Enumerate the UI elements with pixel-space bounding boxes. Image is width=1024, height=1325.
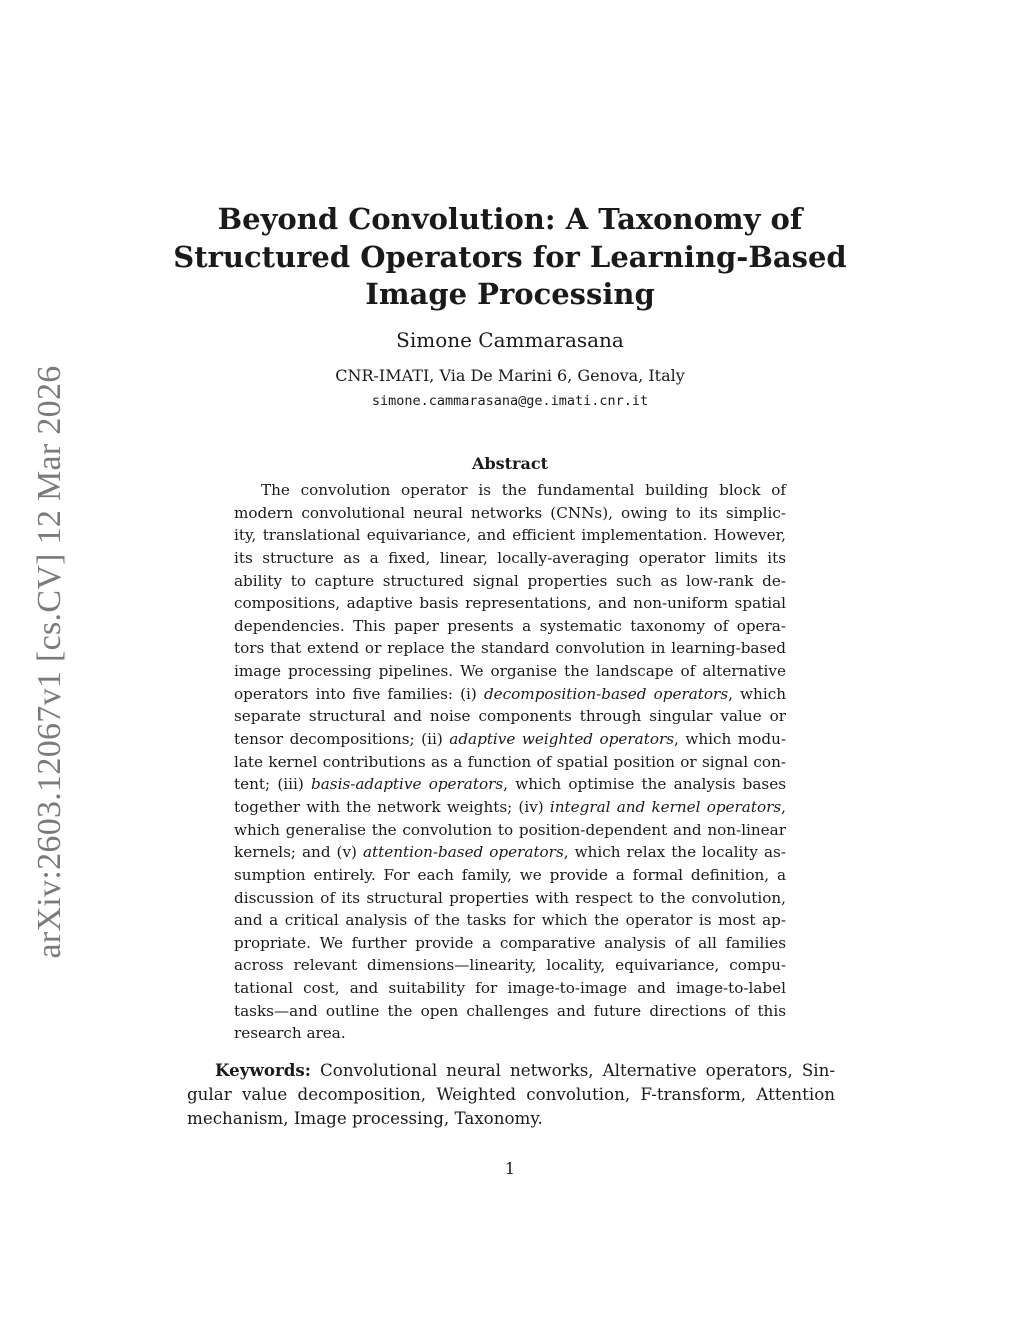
keywords-line (187, 1058, 835, 1082)
abstract-emphasis: attention-based operators (362, 843, 564, 862)
abstract-line (234, 773, 786, 796)
abstract-line: ity, translational equivariance, and efficient implementation. However, (234, 526, 786, 545)
abstract-line: separate structural and noise components through singular value or (234, 707, 786, 726)
abstract-text: operators into five families: (i) (234, 684, 484, 703)
abstract-line: which generalise the convolution to position-dependent and non-linear (234, 820, 786, 839)
abstract-line: research area. (234, 1024, 346, 1043)
abstract-emphasis: adaptive weighted operators (449, 730, 675, 749)
abstract-line: modern convolutional neural networks (CNNs), owing to its simplic- (234, 503, 786, 522)
abstract-line: tors that extend or replace the standard convolution in learning-based (234, 639, 786, 658)
author-name: Simone Cammarasana (396, 328, 624, 352)
abstract-text: together with the network weights; (iv) (234, 797, 550, 816)
abstract-text: tent; (iii) (234, 775, 312, 794)
abstract-line: its structure as a fixed, linear, locally-averaging operator limits its (234, 548, 786, 567)
abstract-line: dependencies. This paper presents a systematic taxonomy of opera- (234, 616, 786, 635)
abstract-line: late kernel contributions as a function of spatial position or signal con- (234, 752, 786, 771)
abstract-text: , which relax the locality as- (563, 843, 786, 862)
abstract-emphasis: basis-adaptive operators (311, 775, 504, 794)
abstract-line (234, 796, 786, 819)
abstract-line: tational cost, and suitability for image-to-image and image-to-label (234, 979, 786, 998)
author-email: simone.cammarasana@ge.imati.cnr.it (371, 393, 649, 409)
abstract-line: propriate. We further provide a comparative analysis of all families (234, 933, 786, 952)
abstract-line: across relevant dimensions—linearity, locality, equivariance, compu- (234, 956, 786, 975)
keywords-section (187, 1058, 835, 1130)
abstract-heading: Abstract (472, 454, 548, 473)
abstract-line (234, 683, 786, 706)
title-line: Beyond Convolution: A Taxonomy of (217, 202, 803, 236)
abstract-text: , (781, 797, 786, 816)
abstract-line: compositions, adaptive basis representations, and non-uniform spatial (234, 594, 786, 613)
keywords-line: mechanism, Image processing, Taxonomy. (187, 1108, 543, 1128)
page-number: 1 (504, 1159, 516, 1178)
abstract-line: discussion of its structural properties with respect to the convolution, (234, 888, 786, 907)
keywords-text: Convolutional neural networks, Alternative operators, Sin- (310, 1060, 835, 1080)
abstract-emphasis: integral and kernel operators (549, 797, 782, 816)
title-line: Structured Operators for Learning-Based (173, 239, 847, 274)
keywords-line: gular value decomposition, Weighted convolution, F-transform, Attention (187, 1084, 835, 1104)
title-line: Image Processing (365, 277, 655, 311)
keywords-label: Keywords: (215, 1060, 311, 1080)
abstract-text: , which (728, 684, 786, 703)
abstract-line: and a critical analysis of the tasks for which the operator is most ap- (234, 911, 786, 930)
abstract-text: , which modu- (674, 730, 786, 749)
arxiv-identifier-text: arXiv:2603.12067v1 [cs.CV] 12 Mar 2026 (31, 365, 68, 959)
abstract-line: The convolution operator is the fundamental building block of (261, 481, 786, 499)
abstract-body (234, 479, 786, 1045)
author-affiliation: CNR-IMATI, Via De Marini 6, Genova, Italy (335, 366, 685, 385)
abstract-text: tensor decompositions; (ii) (234, 730, 450, 749)
abstract-line: image processing pipelines. We organise the landscape of alternative (234, 662, 786, 681)
abstract-line: tasks—and outline the open challenges and future directions of this (234, 1001, 786, 1020)
abstract-line (234, 841, 786, 864)
abstract-text: , which optimise the analysis bases (503, 775, 787, 794)
abstract-text: kernels; and (v) (234, 843, 363, 862)
abstract-line: sumption entirely. For each family, we provide a formal definition, a (234, 865, 786, 884)
abstract-line: ability to capture structured signal properties such as low-rank de- (234, 571, 786, 590)
abstract-line (234, 728, 786, 751)
paper-title (160, 201, 860, 314)
abstract-emphasis: decomposition-based operators (483, 684, 729, 703)
arxiv-identifier-stamp (30, 367, 70, 957)
